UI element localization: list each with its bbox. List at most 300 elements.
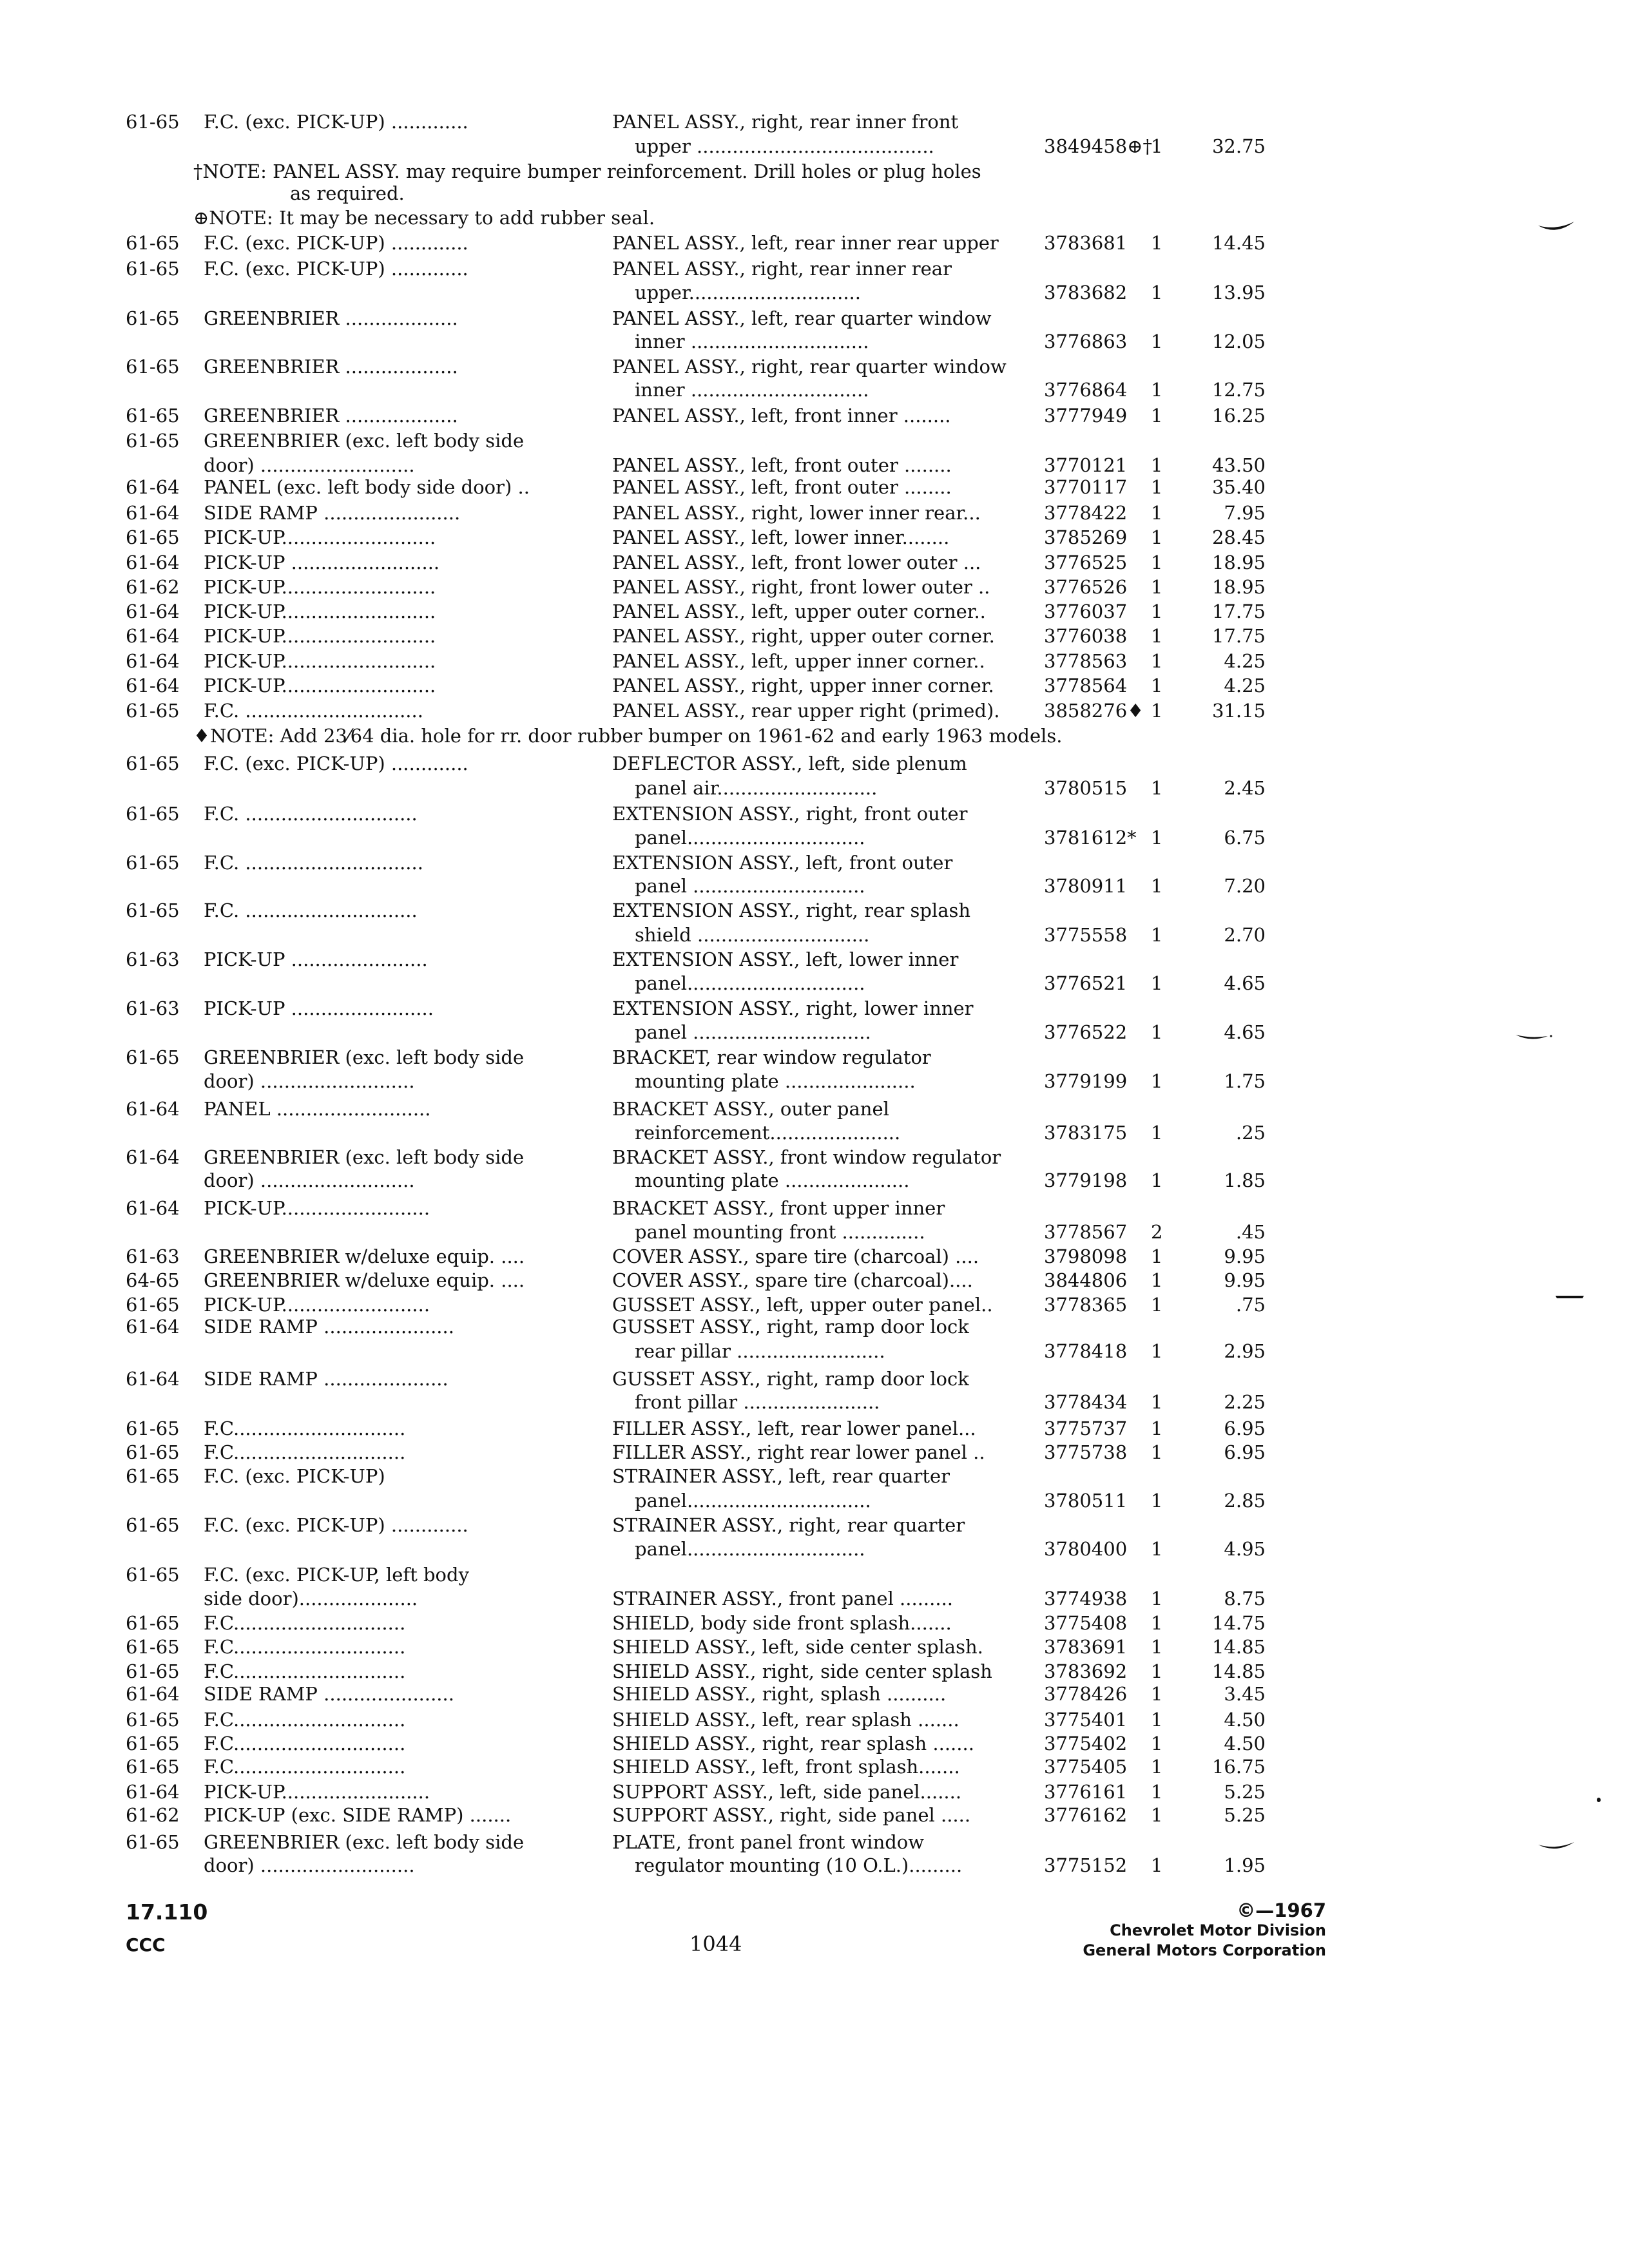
part-description: BRACKET ASSY., front window regulator bbox=[612, 1146, 1001, 1168]
price: 2.95 bbox=[1224, 1340, 1266, 1362]
part-description: inner .............................. bbox=[635, 331, 869, 352]
part-description: PANEL ASSY., right, rear inner front bbox=[612, 111, 959, 133]
part-description: rear pillar ......................... bbox=[635, 1340, 885, 1362]
model-year: 61-64 bbox=[126, 1146, 180, 1168]
part-number: 3780400 bbox=[1044, 1538, 1128, 1560]
price: 1.85 bbox=[1224, 1169, 1266, 1191]
model-name: door) .......................... bbox=[204, 454, 415, 476]
price: 17.75 bbox=[1211, 601, 1266, 622]
model-name: PICK-UP.......................... bbox=[204, 625, 436, 647]
model-name: GREENBRIER (exc. left body side bbox=[204, 430, 525, 452]
part-description: PANEL ASSY., left, front outer ........ bbox=[612, 454, 952, 476]
parts-row bbox=[0, 575, 1629, 599]
parts-row bbox=[0, 802, 1629, 826]
parts-row bbox=[0, 923, 1629, 947]
model-year: 61-65 bbox=[126, 1636, 180, 1658]
price: 31.15 bbox=[1211, 700, 1266, 722]
part-description: PANEL ASSY., left, lower inner........ bbox=[612, 526, 950, 548]
model-year: 61-64 bbox=[126, 601, 180, 622]
parts-row bbox=[0, 1830, 1629, 1854]
parts-row bbox=[0, 1562, 1629, 1587]
catalog-code: CCC bbox=[126, 1934, 166, 1956]
part-description: STRAINER ASSY., right, rear quarter bbox=[612, 1514, 965, 1536]
part-description: GUSSET ASSY., left, upper outer panel.. bbox=[612, 1294, 993, 1316]
parts-row bbox=[0, 1803, 1629, 1827]
price: 18.95 bbox=[1211, 552, 1266, 573]
quantity: 1 bbox=[1151, 675, 1163, 697]
parts-row bbox=[0, 751, 1629, 776]
price: 16.25 bbox=[1211, 405, 1266, 427]
parts-row bbox=[0, 475, 1629, 499]
part-description: PANEL ASSY., right, lower inner rear... bbox=[612, 502, 981, 524]
parts-row bbox=[0, 378, 1629, 402]
section-number: 17.110 bbox=[126, 1899, 208, 1925]
price: 14.85 bbox=[1211, 1636, 1266, 1658]
parts-row bbox=[0, 1145, 1629, 1169]
quantity: 1 bbox=[1151, 526, 1163, 548]
quantity: 1 bbox=[1151, 405, 1163, 427]
part-description: COVER ASSY., spare tire (charcoal).... bbox=[612, 1269, 973, 1291]
parts-row bbox=[0, 231, 1629, 255]
part-number: 3776037 bbox=[1044, 601, 1128, 622]
price: 12.05 bbox=[1211, 331, 1266, 352]
price: 43.50 bbox=[1211, 454, 1266, 476]
part-description: panel ............................. bbox=[635, 875, 865, 897]
part-description: BRACKET ASSY., outer panel bbox=[612, 1098, 889, 1120]
model-name: PICK-UP ....................... bbox=[204, 948, 428, 970]
quantity: 1 bbox=[1151, 1269, 1163, 1291]
part-description: upper............................. bbox=[635, 282, 861, 303]
note-text: ⊕NOTE: It may be necessary to add rubber seal. bbox=[193, 207, 655, 229]
model-year: 61-64 bbox=[126, 675, 180, 697]
part-number: 3770117 bbox=[1044, 476, 1128, 498]
model-year: 61-65 bbox=[126, 1441, 180, 1463]
model-year: 61-65 bbox=[126, 1709, 180, 1731]
parts-row bbox=[0, 1220, 1629, 1244]
scan-mark bbox=[1537, 1840, 1576, 1854]
part-number: 3774938 bbox=[1044, 1588, 1128, 1610]
quantity: 1 bbox=[1151, 576, 1163, 598]
corporation-name: General Motors Corporation bbox=[1083, 1941, 1326, 1959]
model-year: 61-64 bbox=[126, 502, 180, 524]
model-year: 61-63 bbox=[126, 1245, 180, 1267]
model-name: SIDE RAMP ....................... bbox=[204, 502, 461, 524]
quantity: 1 bbox=[1151, 1709, 1163, 1731]
parts-row bbox=[0, 403, 1629, 428]
model-year: 61-65 bbox=[126, 1660, 180, 1682]
part-description: PANEL ASSY., left, front inner ........ bbox=[612, 405, 951, 427]
model-name: F.C............................. bbox=[204, 1660, 406, 1682]
part-description: regulator mounting (10 O.L.)......... bbox=[635, 1854, 963, 1876]
part-description: panel............................... bbox=[635, 1490, 871, 1512]
part-number: 3778567 bbox=[1044, 1221, 1128, 1243]
part-number: 3783692 bbox=[1044, 1660, 1128, 1682]
part-number: 3783175 bbox=[1044, 1122, 1128, 1144]
price: 16.75 bbox=[1211, 1756, 1266, 1778]
price: 2.70 bbox=[1224, 924, 1266, 946]
part-description: panel.............................. bbox=[635, 972, 865, 994]
part-number: 3770121 bbox=[1044, 454, 1128, 476]
part-number: 3775402 bbox=[1044, 1733, 1128, 1754]
parts-row bbox=[0, 850, 1629, 875]
quantity: 1 bbox=[1151, 1021, 1163, 1043]
parts-row bbox=[0, 453, 1629, 477]
model-year: 61-65 bbox=[126, 405, 180, 427]
model-name: GREENBRIER (exc. left body side bbox=[204, 1831, 525, 1853]
parts-row bbox=[0, 1440, 1629, 1465]
quantity: 1 bbox=[1151, 232, 1163, 254]
part-description: mounting plate ..................... bbox=[635, 1169, 910, 1191]
parts-row bbox=[0, 649, 1629, 673]
part-number: 3775408 bbox=[1044, 1612, 1128, 1634]
parts-row bbox=[0, 1537, 1629, 1561]
model-name: F.C. ............................. bbox=[204, 803, 418, 825]
model-name: F.C............................. bbox=[204, 1733, 406, 1754]
model-name: PICK-UP.......................... bbox=[204, 675, 436, 697]
model-year: 64-65 bbox=[126, 1269, 180, 1291]
model-name: SIDE RAMP ...................... bbox=[204, 1316, 454, 1338]
part-number: 3775737 bbox=[1044, 1418, 1128, 1439]
quantity: 1 bbox=[1151, 601, 1163, 622]
part-description: EXTENSION ASSY., left, front outer bbox=[612, 852, 953, 874]
part-number: 3776863 bbox=[1044, 331, 1128, 352]
part-description: COVER ASSY., spare tire (charcoal) .... bbox=[612, 1245, 979, 1267]
parts-row bbox=[0, 1293, 1629, 1317]
parts-row bbox=[0, 329, 1629, 354]
part-description: SHIELD, body side front splash....... bbox=[612, 1612, 952, 1634]
price: 2.25 bbox=[1224, 1391, 1266, 1413]
parts-row bbox=[0, 599, 1629, 624]
model-name: SIDE RAMP ...................... bbox=[204, 1683, 454, 1705]
price: 6.95 bbox=[1224, 1418, 1266, 1439]
quantity: 1 bbox=[1151, 1804, 1163, 1826]
model-name: F.C............................. bbox=[204, 1709, 406, 1731]
model-year: 61-64 bbox=[126, 1781, 180, 1803]
note-line bbox=[0, 724, 1629, 748]
price: 9.95 bbox=[1224, 1245, 1266, 1267]
price: 32.75 bbox=[1211, 135, 1266, 157]
part-description: inner .............................. bbox=[635, 379, 869, 401]
model-name: door) .......................... bbox=[204, 1854, 415, 1876]
model-name: PANEL (exc. left body side door) .. bbox=[204, 476, 530, 498]
model-year: 61-64 bbox=[126, 1316, 180, 1338]
price: 4.25 bbox=[1224, 675, 1266, 697]
model-year: 61-64 bbox=[126, 1197, 180, 1219]
model-year: 61-65 bbox=[126, 1756, 180, 1778]
model-name: PANEL .......................... bbox=[204, 1098, 431, 1120]
parts-row bbox=[0, 1097, 1629, 1121]
model-year: 61-65 bbox=[126, 232, 180, 254]
model-name: F.C. ............................. bbox=[204, 899, 418, 921]
quantity: 1 bbox=[1151, 331, 1163, 352]
model-year: 61-64 bbox=[126, 476, 180, 498]
model-name: F.C............................. bbox=[204, 1756, 406, 1778]
part-description: EXTENSION ASSY., right, front outer bbox=[612, 803, 968, 825]
parts-row bbox=[0, 1314, 1629, 1339]
model-name: F.C. (exc. PICK-UP) bbox=[204, 1465, 385, 1487]
parts-row bbox=[0, 947, 1629, 972]
quantity: 1 bbox=[1151, 1660, 1163, 1682]
scan-mark bbox=[1554, 1292, 1586, 1301]
parts-row bbox=[0, 898, 1629, 923]
quantity: 1 bbox=[1151, 282, 1163, 303]
model-name: GREENBRIER w/deluxe equip. .... bbox=[204, 1269, 525, 1291]
parts-row bbox=[0, 673, 1629, 698]
price: 6.75 bbox=[1224, 827, 1266, 849]
parts-row bbox=[0, 1069, 1629, 1093]
parts-row bbox=[0, 1416, 1629, 1441]
price: .75 bbox=[1235, 1294, 1266, 1316]
model-name: F.C. (exc. PICK-UP) ............. bbox=[204, 232, 468, 254]
part-number: 3783691 bbox=[1044, 1636, 1128, 1658]
parts-row bbox=[0, 1367, 1629, 1391]
part-number: 3778563 bbox=[1044, 650, 1128, 672]
parts-row bbox=[0, 1731, 1629, 1756]
model-name: PICK-UP......................... bbox=[204, 1781, 430, 1803]
part-number: 3775558 bbox=[1044, 924, 1128, 946]
model-name: GREENBRIER ................... bbox=[204, 356, 458, 378]
model-name: GREENBRIER ................... bbox=[204, 307, 458, 329]
note-line bbox=[0, 159, 1629, 184]
quantity: 1 bbox=[1151, 1169, 1163, 1191]
part-number: 3783682 bbox=[1044, 282, 1128, 303]
part-number: 3777949 bbox=[1044, 405, 1128, 427]
part-number: 3776525 bbox=[1044, 552, 1128, 573]
model-year: 61-65 bbox=[126, 753, 180, 774]
model-year: 61-64 bbox=[126, 1098, 180, 1120]
parts-row bbox=[0, 825, 1629, 850]
model-year: 61-65 bbox=[126, 700, 180, 722]
parts-row bbox=[0, 698, 1629, 723]
quantity: 1 bbox=[1151, 972, 1163, 994]
parts-row bbox=[0, 1754, 1629, 1779]
part-number: 3780515 bbox=[1044, 777, 1128, 799]
part-number: 3776521 bbox=[1044, 972, 1128, 994]
part-description: PANEL ASSY., left, front outer ........ bbox=[612, 476, 952, 498]
price: 5.25 bbox=[1224, 1781, 1266, 1803]
part-description: FILLER ASSY., right rear lower panel .. bbox=[612, 1441, 985, 1463]
model-year: 61-64 bbox=[126, 625, 180, 647]
quantity: 1 bbox=[1151, 1070, 1163, 1092]
part-description: PANEL ASSY., right, rear quarter window bbox=[612, 356, 1007, 378]
model-year: 61-65 bbox=[126, 1733, 180, 1754]
model-name: PICK-UP ........................ bbox=[204, 997, 434, 1019]
model-name: door) .......................... bbox=[204, 1169, 415, 1191]
price: 7.20 bbox=[1224, 875, 1266, 897]
price: 28.45 bbox=[1211, 526, 1266, 548]
model-year: 61-65 bbox=[126, 899, 180, 921]
model-name: F.C. (exc. PICK-UP) ............. bbox=[204, 753, 468, 774]
note-text: as required. bbox=[290, 182, 405, 204]
price: 18.95 bbox=[1211, 576, 1266, 598]
note-text: †NOTE: PANEL ASSY. may require bumper reinforcement. Drill holes or plug holes bbox=[193, 160, 981, 182]
parts-row bbox=[0, 134, 1629, 159]
model-year: 61-64 bbox=[126, 1368, 180, 1390]
parts-row bbox=[0, 428, 1629, 453]
price: 4.65 bbox=[1224, 972, 1266, 994]
parts-row bbox=[0, 1513, 1629, 1537]
quantity: 1 bbox=[1151, 476, 1163, 498]
parts-row bbox=[0, 1339, 1629, 1363]
part-description: SUPPORT ASSY., left, side panel....... bbox=[612, 1781, 962, 1803]
model-name: F.C............................. bbox=[204, 1441, 406, 1463]
price: 4.65 bbox=[1224, 1021, 1266, 1043]
quantity: 1 bbox=[1151, 1588, 1163, 1610]
part-description: EXTENSION ASSY., right, lower inner bbox=[612, 997, 974, 1019]
price: 14.75 bbox=[1211, 1612, 1266, 1634]
quantity: 1 bbox=[1151, 875, 1163, 897]
quantity: 1 bbox=[1151, 1612, 1163, 1634]
price: 3.45 bbox=[1224, 1683, 1266, 1705]
parts-row bbox=[0, 1196, 1629, 1220]
parts-row bbox=[0, 1020, 1629, 1044]
model-name: F.C. (exc. PICK-UP) ............. bbox=[204, 1514, 468, 1536]
price: 14.45 bbox=[1211, 232, 1266, 254]
note-line bbox=[0, 181, 1629, 206]
model-year: 61-62 bbox=[126, 576, 180, 598]
scan-mark bbox=[1514, 1031, 1553, 1044]
price: 1.95 bbox=[1224, 1854, 1266, 1876]
part-number: 3776522 bbox=[1044, 1021, 1128, 1043]
model-name: GREENBRIER (exc. left body side bbox=[204, 1046, 525, 1068]
model-name: SIDE RAMP ..................... bbox=[204, 1368, 448, 1390]
model-name: PICK-UP......................... bbox=[204, 1197, 430, 1219]
quantity: 1 bbox=[1151, 1391, 1163, 1413]
quantity: 1 bbox=[1151, 1245, 1163, 1267]
model-year: 61-65 bbox=[126, 307, 180, 329]
price: 14.85 bbox=[1211, 1660, 1266, 1682]
quantity: 1 bbox=[1151, 1683, 1163, 1705]
part-description: SHIELD ASSY., right, rear splash ....... bbox=[612, 1733, 974, 1754]
part-description: PANEL ASSY., left, rear quarter window bbox=[612, 307, 992, 329]
model-name: F.C............................. bbox=[204, 1418, 406, 1439]
parts-row bbox=[0, 1635, 1629, 1659]
model-name: GREENBRIER (exc. left body side bbox=[204, 1146, 525, 1168]
price: 2.45 bbox=[1224, 777, 1266, 799]
parts-row bbox=[0, 1659, 1629, 1684]
quantity: 1 bbox=[1151, 625, 1163, 647]
part-number: 3778564 bbox=[1044, 675, 1128, 697]
model-year: 61-65 bbox=[126, 803, 180, 825]
part-description: EXTENSION ASSY., left, lower inner bbox=[612, 948, 959, 970]
quantity: 1 bbox=[1151, 552, 1163, 573]
model-name: PICK-UP ......................... bbox=[204, 552, 440, 573]
part-number: 3775405 bbox=[1044, 1756, 1128, 1778]
model-year: 61-65 bbox=[126, 1465, 180, 1487]
note-line bbox=[0, 206, 1629, 230]
parts-row bbox=[0, 550, 1629, 575]
quantity: 1 bbox=[1151, 924, 1163, 946]
model-name: PICK-UP.......................... bbox=[204, 650, 436, 672]
part-description: PANEL ASSY., left, rear inner rear upper bbox=[612, 232, 999, 254]
part-number: 3775152 bbox=[1044, 1854, 1128, 1876]
model-name: side door).................... bbox=[204, 1588, 418, 1610]
model-year: 61-65 bbox=[126, 111, 180, 133]
part-description: upper ........................................ bbox=[635, 135, 934, 157]
model-year: 61-65 bbox=[126, 1046, 180, 1068]
part-description: SUPPORT ASSY., right, side panel ..... bbox=[612, 1804, 971, 1826]
part-description: SHIELD ASSY., left, front splash....... bbox=[612, 1756, 960, 1778]
model-year: 61-65 bbox=[126, 258, 180, 280]
part-description: STRAINER ASSY., left, rear quarter bbox=[612, 1465, 950, 1487]
part-description: SHIELD ASSY., right, side center splash bbox=[612, 1660, 992, 1682]
quantity: 1 bbox=[1151, 135, 1163, 157]
part-number: 3780911 bbox=[1044, 875, 1128, 897]
model-year: 61-63 bbox=[126, 948, 180, 970]
division-name: Chevrolet Motor Division bbox=[1110, 1921, 1326, 1939]
quantity: 1 bbox=[1151, 502, 1163, 524]
part-description: PANEL ASSY., left, upper outer corner.. bbox=[612, 601, 986, 622]
part-number: 3779199 bbox=[1044, 1070, 1128, 1092]
model-year: 61-65 bbox=[126, 526, 180, 548]
quantity: 1 bbox=[1151, 454, 1163, 476]
parts-row bbox=[0, 280, 1629, 305]
model-name: GREENBRIER w/deluxe equip. .... bbox=[204, 1245, 525, 1267]
part-description: PANEL ASSY., right, upper outer corner. bbox=[612, 625, 995, 647]
part-description: DEFLECTOR ASSY., left, side plenum bbox=[612, 753, 967, 774]
part-number: 3844806 bbox=[1044, 1269, 1128, 1291]
quantity: 1 bbox=[1151, 1122, 1163, 1144]
model-name: PICK-UP.......................... bbox=[204, 526, 436, 548]
part-description: front pillar ....................... bbox=[635, 1391, 880, 1413]
model-name: GREENBRIER ................... bbox=[204, 405, 458, 427]
part-number: 3778418 bbox=[1044, 1340, 1128, 1362]
part-number: 3778365 bbox=[1044, 1294, 1128, 1316]
quantity: 1 bbox=[1151, 1733, 1163, 1754]
price: 2.85 bbox=[1224, 1490, 1266, 1512]
price: 4.50 bbox=[1224, 1709, 1266, 1731]
part-number: 3775738 bbox=[1044, 1441, 1128, 1463]
parts-row bbox=[0, 501, 1629, 525]
part-description: mounting plate ...................... bbox=[635, 1070, 916, 1092]
model-name: PICK-UP......................... bbox=[204, 1294, 430, 1316]
page-number: 1044 bbox=[689, 1932, 742, 1956]
part-number: 3776162 bbox=[1044, 1804, 1128, 1826]
parts-row bbox=[0, 1488, 1629, 1513]
parts-row bbox=[0, 996, 1629, 1021]
part-description: PANEL ASSY., left, upper inner corner.. bbox=[612, 650, 985, 672]
part-number: 3781612* bbox=[1044, 827, 1137, 849]
model-year: 61-65 bbox=[126, 1418, 180, 1439]
model-year: 61-65 bbox=[126, 356, 180, 378]
part-description: SHIELD ASSY., left, side center splash. bbox=[612, 1636, 983, 1658]
parts-row bbox=[0, 1168, 1629, 1193]
parts-row bbox=[0, 1586, 1629, 1611]
parts-row bbox=[0, 1611, 1629, 1635]
part-number: 3780511 bbox=[1044, 1490, 1128, 1512]
model-year: 61-65 bbox=[126, 1514, 180, 1536]
part-description: FILLER ASSY., left, rear lower panel... bbox=[612, 1418, 976, 1439]
parts-row bbox=[0, 306, 1629, 331]
parts-row bbox=[0, 1707, 1629, 1732]
part-number: 3779198 bbox=[1044, 1169, 1128, 1191]
part-number: 3783681 bbox=[1044, 232, 1128, 254]
part-description: panel mounting front .............. bbox=[635, 1221, 925, 1243]
model-year: 61-65 bbox=[126, 852, 180, 874]
quantity: 2 bbox=[1151, 1221, 1163, 1243]
part-number: 3778426 bbox=[1044, 1683, 1128, 1705]
part-description: EXTENSION ASSY., right, rear splash bbox=[612, 899, 971, 921]
quantity: 1 bbox=[1151, 777, 1163, 799]
parts-row bbox=[0, 624, 1629, 648]
note-text: ♦NOTE: Add 23⁄64 dia. hole for rr. door rubber bumper on 1961-62 and early 1963 models. bbox=[193, 725, 1063, 747]
part-number: 3858276♦ bbox=[1044, 700, 1144, 722]
part-number: 3776864 bbox=[1044, 379, 1128, 401]
part-description: panel air........................... bbox=[635, 777, 878, 799]
parts-row bbox=[0, 256, 1629, 281]
part-description: GUSSET ASSY., right, ramp door lock bbox=[612, 1368, 969, 1390]
price: 4.25 bbox=[1224, 650, 1266, 672]
